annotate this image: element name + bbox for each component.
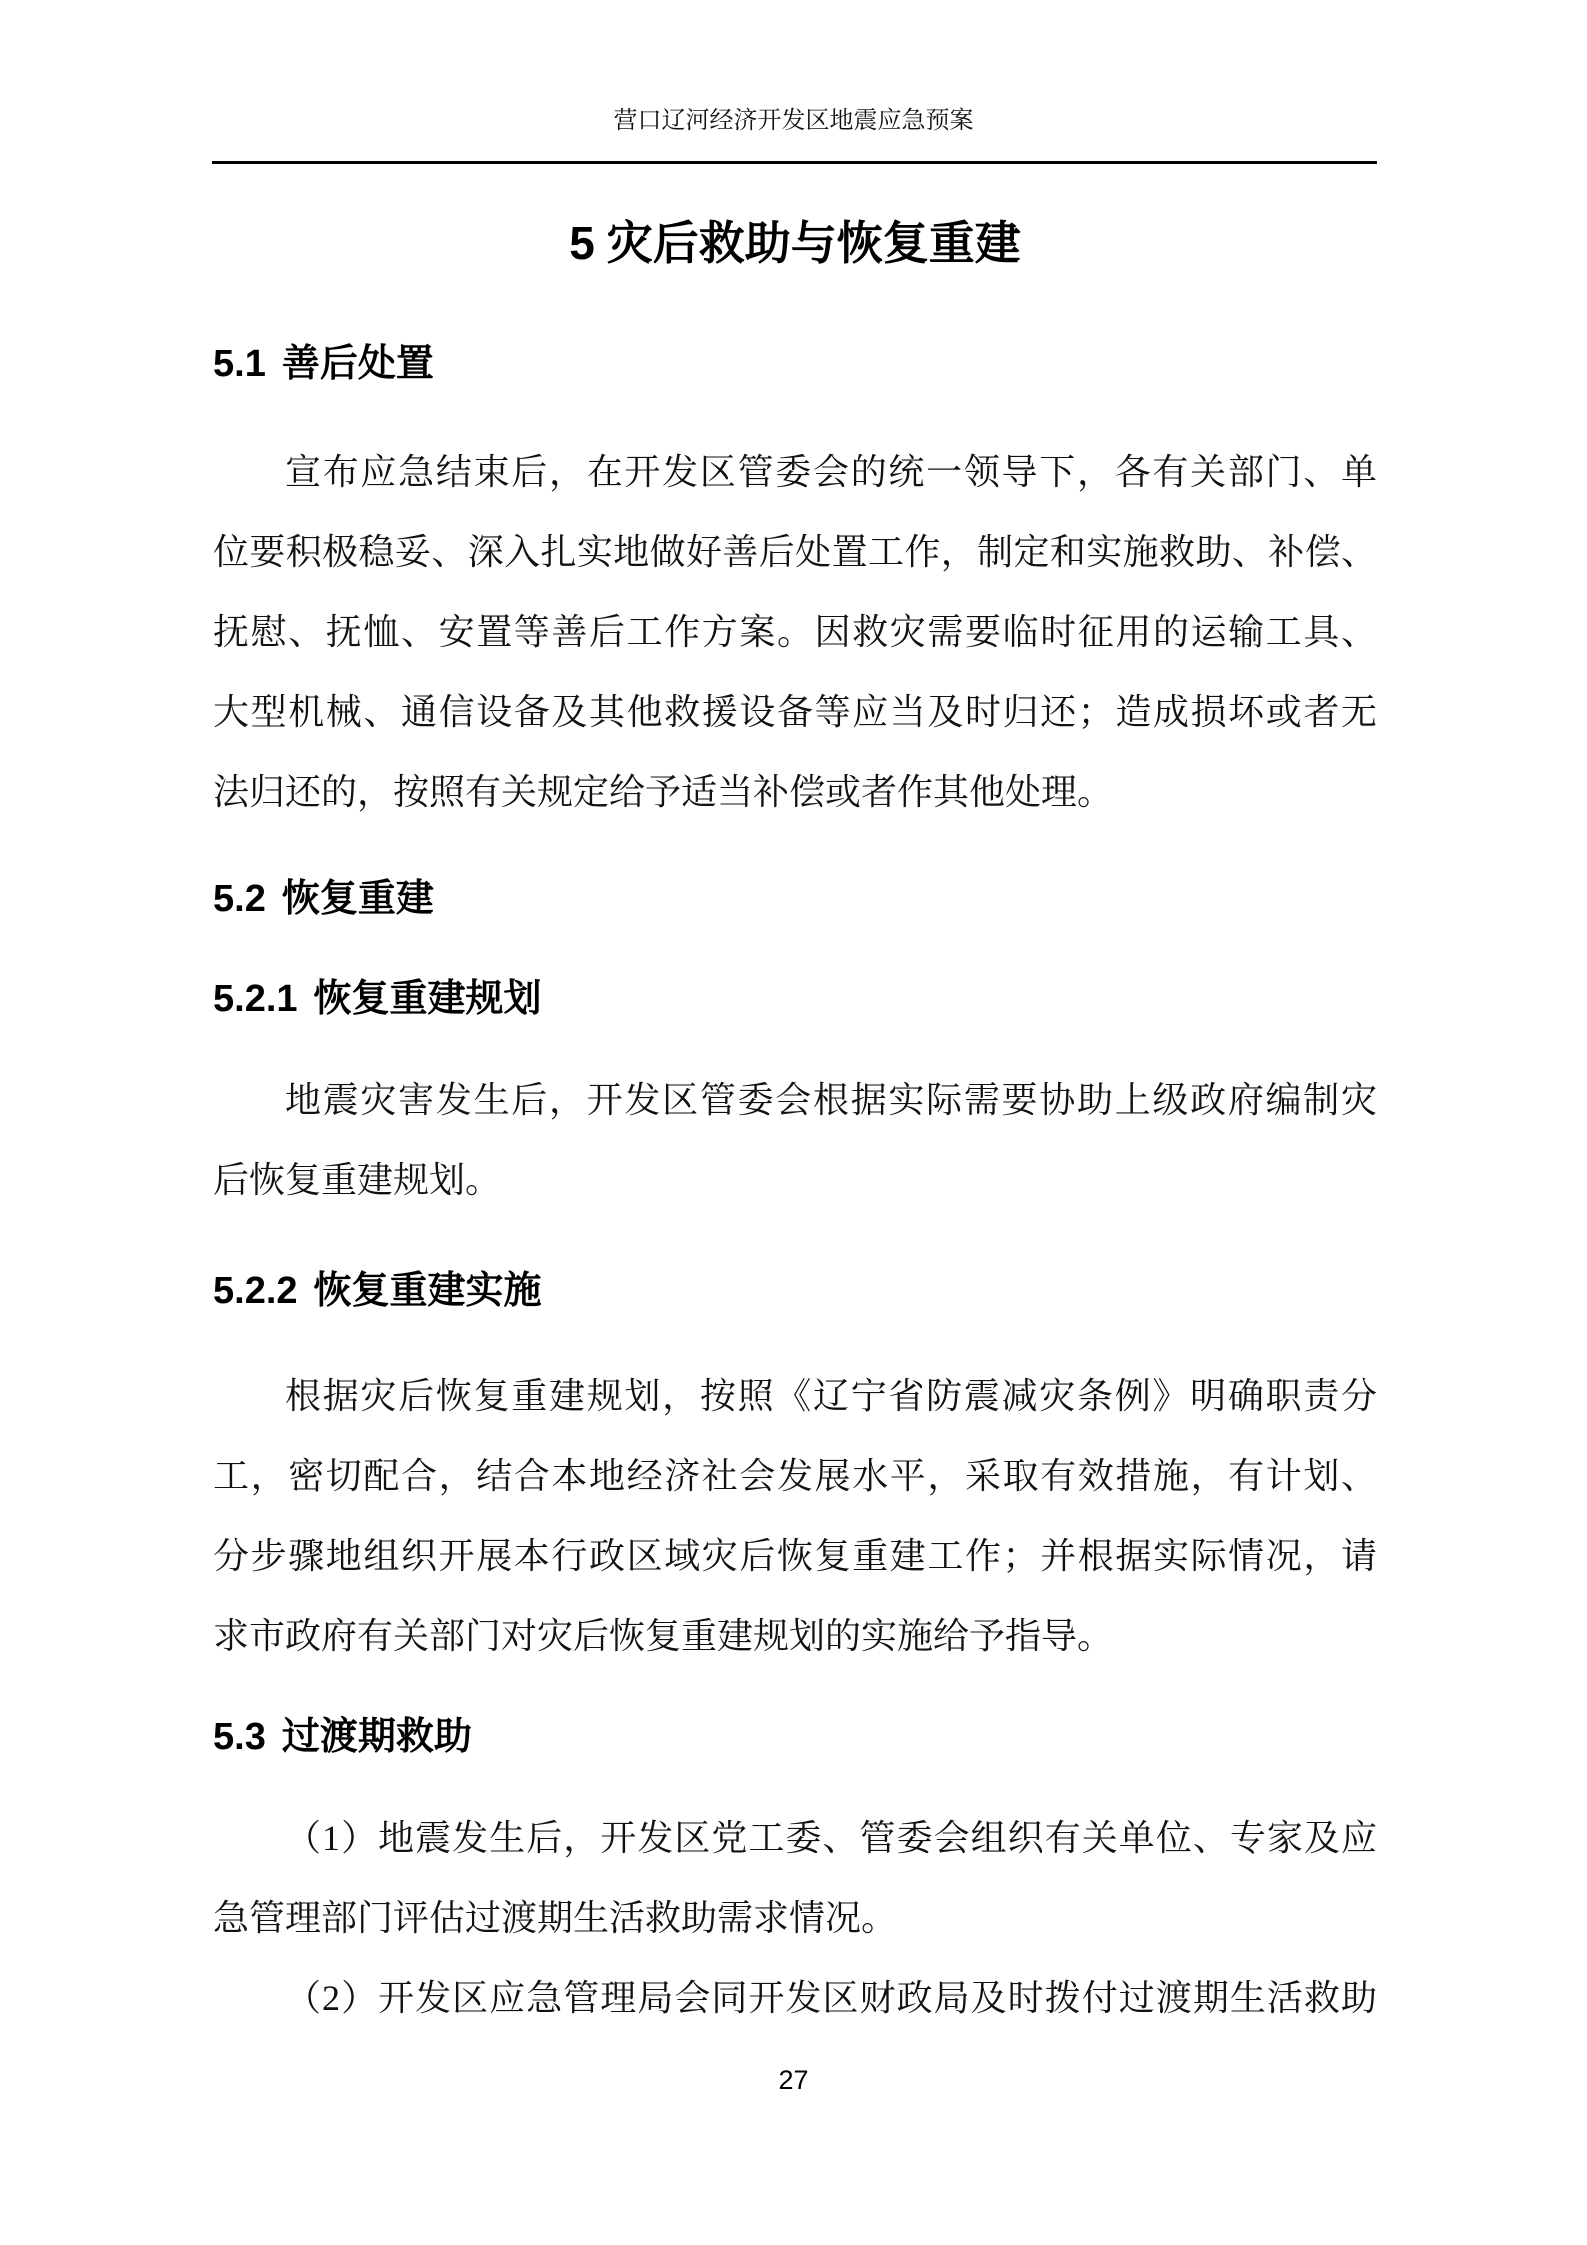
paragraph-line: 宣布应急结束后，在开发区管委会的统一领导下，各有关部门、单 [285, 452, 1377, 492]
heading-number: 5.1 [213, 343, 266, 385]
section-heading-5-2-1 [213, 976, 1377, 1022]
paragraph-line: 位要积极稳妥、深入扎实地做好善后处置工作，制定和实施救助、补偿、 [213, 532, 1377, 572]
page-number: 27 [778, 2065, 809, 2095]
paragraph-line: 地震灾害发生后，开发区管委会根据实际需要协助上级政府编制灾 [285, 1080, 1377, 1120]
heading-text: 恢复重建实施 [313, 1270, 542, 1312]
document-title [213, 216, 1377, 271]
paragraph-line: 分步骤地组织开展本行政区域灾后恢复重建工作；并根据实际情况，请 [213, 1536, 1377, 1576]
section-heading-5-2-2 [213, 1268, 1377, 1314]
section-heading-5-2 [213, 876, 1377, 922]
heading-text: 恢复重建 [281, 878, 434, 920]
heading-number: 5.2.1 [213, 978, 298, 1020]
paragraph-line: 求市政府有关部门对灾后恢复重建规划的实施给予指导。 [213, 1616, 1114, 1656]
paragraph-line: 根据灾后恢复重建规划，按照《辽宁省防震减灾条例》明确职责分 [285, 1376, 1377, 1416]
paragraph-aftermath-handling [213, 432, 1377, 832]
header-rule [212, 161, 1377, 164]
title-text: 灾后救助与恢复重建 [606, 218, 1021, 269]
paragraph-reconstruction-implementation [213, 1356, 1377, 1676]
paragraph-transition-assessment [213, 1798, 1377, 1958]
paragraph-line: 抚慰、抚恤、安置等善后工作方案。因救灾需要临时征用的运输工具、 [213, 612, 1377, 652]
heading-text: 善后处置 [281, 343, 434, 385]
paragraph-line: 急管理部门评估过渡期生活救助需求情况。 [213, 1898, 898, 1938]
heading-number: 5.2.2 [213, 1270, 298, 1312]
section-heading-5-1 [213, 341, 1377, 387]
paragraph-transition-funding [213, 1958, 1377, 2038]
paragraph-line: 工，密切配合，结合本地经济社会发展水平，采取有效措施，有计划、 [213, 1456, 1377, 1496]
section-heading-5-3 [213, 1714, 1377, 1760]
title-number: 5 [569, 217, 595, 269]
paragraph-line: （2）开发区应急管理局会同开发区财政局及时拨付过渡期生活救助 [285, 1978, 1377, 2018]
heading-number: 5.3 [213, 1716, 266, 1758]
heading-text: 恢复重建规划 [313, 978, 542, 1020]
page-header-text: 营口辽河经济开发区地震应急预案 [613, 108, 974, 134]
heading-text: 过渡期救助 [281, 1716, 472, 1758]
heading-number: 5.2 [213, 878, 266, 920]
paragraph-line: 后恢复重建规划。 [213, 1160, 502, 1200]
paragraph-line: （1）地震发生后，开发区党工委、管委会组织有关单位、专家及应 [285, 1818, 1377, 1858]
paragraph-line: 法归还的，按照有关规定给予适当补偿或者作其他处理。 [213, 772, 1114, 812]
paragraph-reconstruction-planning [213, 1060, 1377, 1220]
paragraph-line: 大型机械、通信设备及其他救援设备等应当及时归还；造成损坏或者无 [213, 692, 1377, 732]
